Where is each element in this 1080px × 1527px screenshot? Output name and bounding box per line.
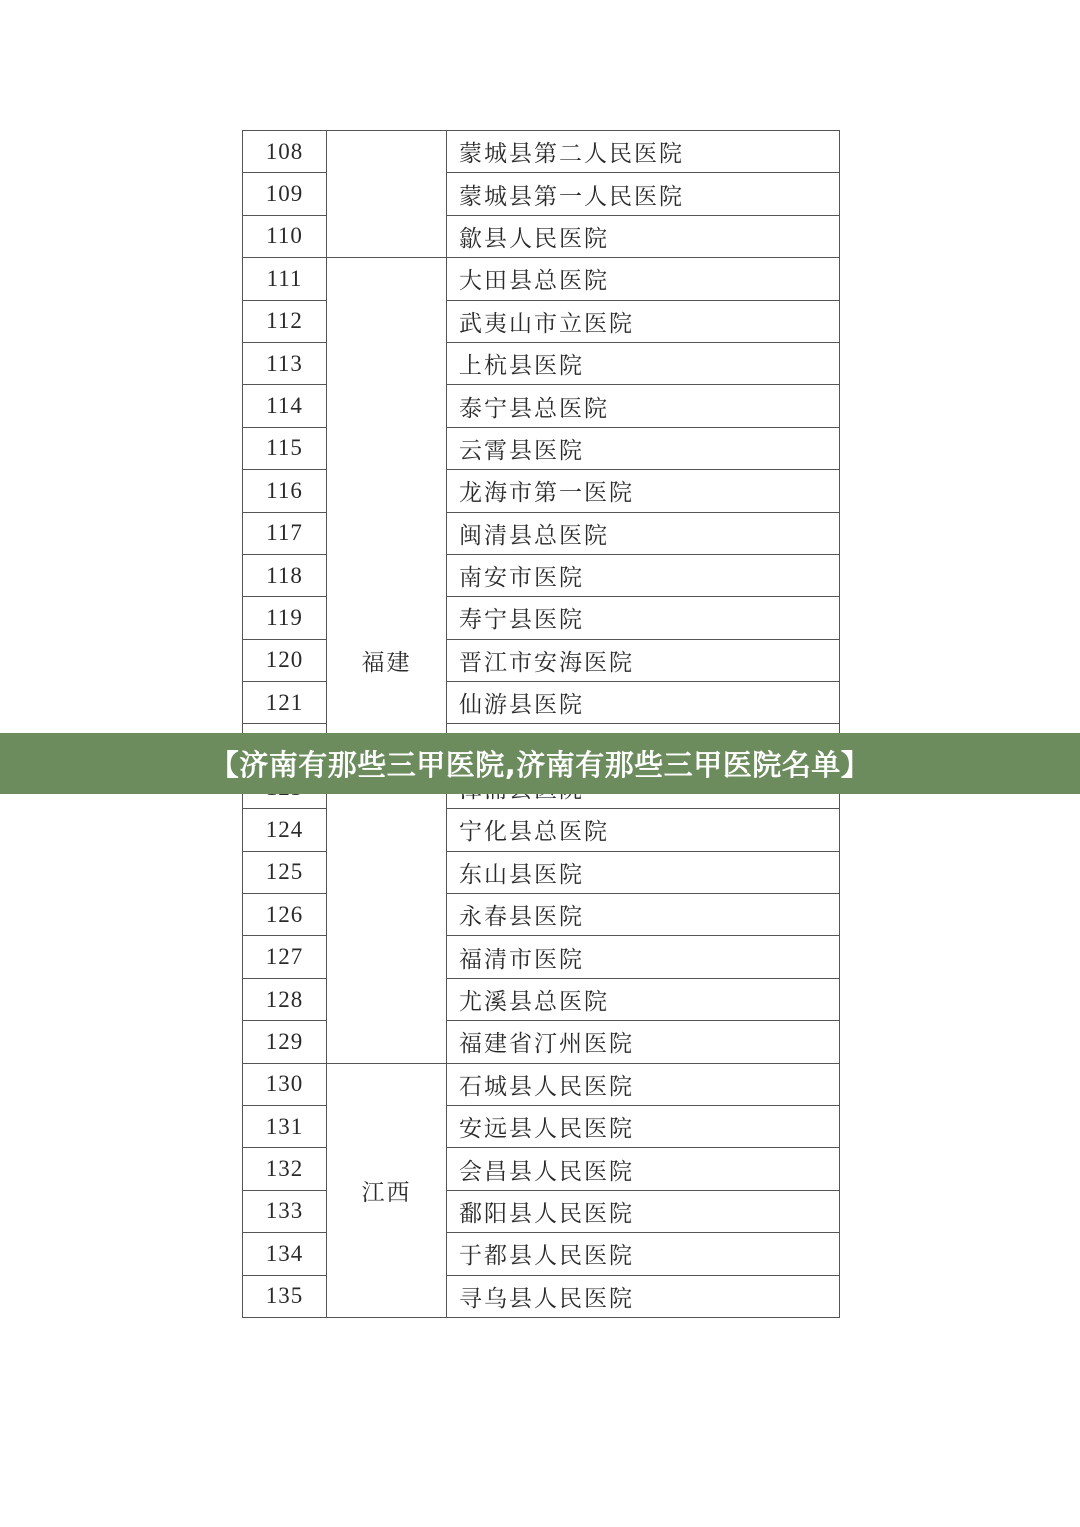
row-number: 117	[243, 512, 327, 554]
hospital-name: 会昌县人民医院	[447, 1148, 840, 1190]
row-number: 119	[243, 597, 327, 639]
hospital-name: 仙游县医院	[447, 682, 840, 724]
row-number: 120	[243, 639, 327, 681]
hospital-name: 尤溪县总医院	[447, 978, 840, 1020]
row-number: 114	[243, 385, 327, 427]
hospital-name: 大田县总医院	[447, 258, 840, 300]
hospital-name: 龙海市第一医院	[447, 470, 840, 512]
row-number: 111	[243, 258, 327, 300]
hospital-table	[242, 130, 840, 1318]
hospital-name: 上杭县医院	[447, 342, 840, 384]
hospital-name: 福建省汀州医院	[447, 1021, 840, 1063]
row-number: 129	[243, 1021, 327, 1063]
row-number: 121	[243, 682, 327, 724]
hospital-name: 蒙城县第二人民医院	[447, 131, 840, 173]
row-number: 109	[243, 173, 327, 215]
row-number: 116	[243, 470, 327, 512]
row-number: 130	[243, 1063, 327, 1105]
hospital-name: 福清市医院	[447, 936, 840, 978]
hospital-name: 闽清县总医院	[447, 512, 840, 554]
hospital-name: 泰宁县总医院	[447, 385, 840, 427]
row-number: 128	[243, 978, 327, 1020]
hospital-name: 寻乌县人民医院	[447, 1275, 840, 1317]
row-number: 131	[243, 1105, 327, 1147]
row-number: 110	[243, 215, 327, 257]
row-number: 118	[243, 554, 327, 596]
hospital-name: 鄱阳县人民医院	[447, 1190, 840, 1232]
hospital-name: 安远县人民医院	[447, 1105, 840, 1147]
row-number: 108	[243, 131, 327, 173]
province-cell: 江西	[327, 1063, 447, 1317]
hospital-name: 东山县医院	[447, 851, 840, 893]
hospital-table-body	[243, 131, 840, 1318]
hospital-name: 歙县人民医院	[447, 215, 840, 257]
hospital-name: 石城县人民医院	[447, 1063, 840, 1105]
row-number: 126	[243, 894, 327, 936]
table-row	[243, 1063, 840, 1105]
hospital-name: 南安市医院	[447, 554, 840, 596]
hospital-name: 云霄县医院	[447, 427, 840, 469]
hospital-name: 于都县人民医院	[447, 1233, 840, 1275]
banner-title: 【济南有那些三甲医院,济南有那些三甲医院名单】	[209, 748, 871, 782]
hospital-name: 宁化县总医院	[447, 809, 840, 851]
hospital-name: 晋江市安海医院	[447, 639, 840, 681]
row-number: 125	[243, 851, 327, 893]
province-cell	[327, 131, 447, 258]
hospital-name: 武夷山市立医院	[447, 300, 840, 342]
row-number: 115	[243, 427, 327, 469]
row-number: 135	[243, 1275, 327, 1317]
row-number: 112	[243, 300, 327, 342]
row-number: 113	[243, 342, 327, 384]
row-number: 132	[243, 1148, 327, 1190]
province-cell: 福建	[327, 258, 447, 1063]
row-number: 127	[243, 936, 327, 978]
row-number: 134	[243, 1233, 327, 1275]
table-row	[243, 131, 840, 173]
hospital-name: 寿宁县医院	[447, 597, 840, 639]
row-number: 124	[243, 809, 327, 851]
table-row	[243, 258, 840, 300]
hospital-name: 蒙城县第一人民医院	[447, 173, 840, 215]
title-banner	[0, 733, 1080, 794]
row-number: 133	[243, 1190, 327, 1232]
hospital-name: 永春县医院	[447, 894, 840, 936]
